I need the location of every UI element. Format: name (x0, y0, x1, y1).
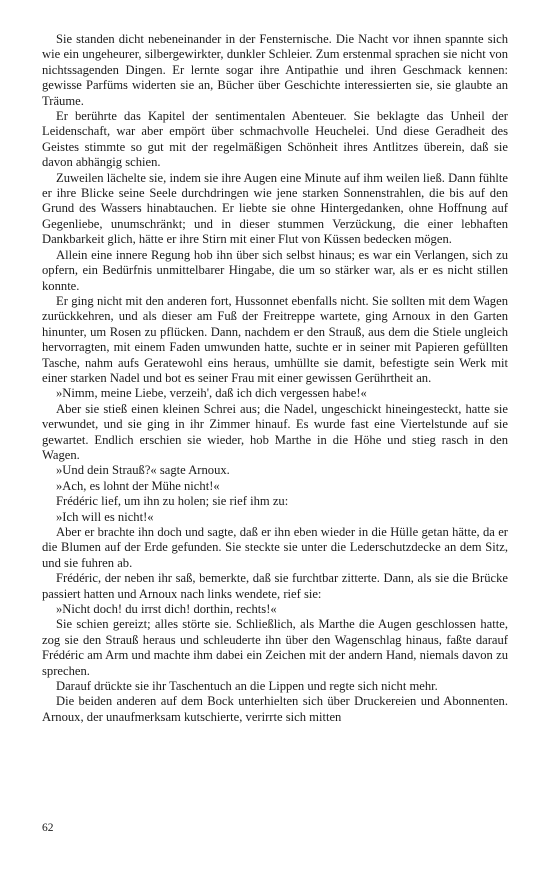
paragraph: Frédéric, der neben ihr saß, bemerkte, daß sie furchtbar zitterte. Dann, als sie die Brücke passiert hatten und Arnoux nach links wendete, rief sie: (42, 571, 508, 601)
paragraph: »Ich will es nicht!« (56, 509, 154, 524)
paragraph: »Nimm, meine Liebe, verzeih', daß ich dich vergessen habe!« (56, 386, 367, 401)
paragraph: Sie schien gereizt; alles störte sie. Schließlich, als Marthe die Augen geschlossen hatte, zog sie den Strauß heraus und schleuderte ihn über den Wagenschlag hinaus, faßte darauf Frédéric am Arm und machte ihm dabei ein Zeichen mit der andern Hand, niemals davon zu sprechen. (42, 617, 508, 678)
paragraph: Sie standen dicht nebeneinander in der Fensternische. Die Nacht vor ihnen spannte sich wie ein ungeheurer, silbergewirkter, dunkler Schleier. Zum erstenmal sprachen sie nicht von nichtssagenden Dingen. Er lernte sogar ihre Antipathie und ihren Geschmack kennen: gewisse Parfüms widerten sie an, Bücher über Geschichte interessierten sie, sie glaubte an Träume. (42, 32, 508, 108)
paragraph: Allein eine innere Regung hob ihn über sich selbst hinaus; es war ein Verlangen, sich zu opfern, ein Bedürfnis unmittelbarer Hingabe, die um so stärker war, als er es nicht stillen konnte. (42, 247, 508, 293)
paragraph-continued: Die beiden anderen auf dem Bock unterhielten sich über Druckereien und Abonnenten. Arnoux, der unaufmerksam kutschierte, verirrte sich mitten (42, 694, 508, 724)
paragraph: »Und dein Strauß?« sagte Arnoux. (56, 463, 230, 478)
paragraph: Zuweilen lächelte sie, indem sie ihre Augen eine Minute auf ihm weilen ließ. Dann fühlte er ihre Blicke seine Seele durchdringen wie jene starken Sonnenstrahlen, die bis auf den Grund des Wassers hinabtauchen. Er liebte sie ohne Hintergedanken, ohne Hoffnung auf Gegenliebe, unumschränkt; und in dieser stummen Verzückung, die einer lebhaften Dankbarkeit glich, hätte er ihre Stirn mit einer Flut von Küssen bedecken mögen. (42, 170, 508, 247)
book-page-text (42, 32, 508, 725)
paragraph: »Ach, es lohnt der Mühe nicht!« (56, 478, 220, 493)
paragraph: Aber sie stieß einen kleinen Schrei aus; die Nadel, ungeschickt hineingesteckt, hatte sie verwundet, und sie ging in ihr Zimmer hinauf. Es wurde fast eine Viertelstunde auf sie gewartet. Endlich erschien sie wieder, hob Marthe in die Höhe und stieg rasch in den Wagen. (42, 401, 508, 462)
paragraph: Er berührte das Kapitel der sentimentalen Abenteuer. Sie beklagte das Unheil der Leidenschaft, war aber empört über schmachvolle Heuchelei. Und diese Geradheit des Geistes stimmte so gut mit der regelmäßigen Schönheit ihres Antlitzes überein, daß sie davon abhängig schien. (42, 109, 508, 170)
paragraph: »Nicht doch! du irrst dich! dorthin, rechts!« (56, 602, 277, 617)
page-number: 62 (42, 822, 54, 834)
paragraph: Aber er brachte ihn doch und sagte, daß er ihn eben wieder in die Hülle getan hätte, da er die Blumen auf der Erde gefunden. Sie steckte sie unter die Lederschutzdecke an dem Sitz, und sie fuhren ab. (42, 525, 508, 570)
paragraph: Frédéric lief, um ihn zu holen; sie rief ihm zu: (56, 494, 289, 509)
paragraph: Er ging nicht mit den anderen fort, Hussonnet ebenfalls nicht. Sie sollten mit dem Wagen zurückkehren, und als dieser am Fuß der Freitreppe wartete, ging Arnoux in den Garten hinunter, um Rosen zu pflücken. Dann, nachdem er den Strauß, aus dem die Stiele ungleich hervorragten, mit einem Faden umwunden hatte, suchte er in seiner mit Papieren gefüllten Tasche, nahm aufs Geratewohl eins heraus, umhüllte sie damit, befestigte sein Werk mit einer starken Nadel und bot es seiner Frau mit einer gewissen Gerührtheit an. (42, 293, 508, 385)
paragraph: Darauf drückte sie ihr Taschentuch an die Lippen und regte sich nicht mehr. (56, 679, 438, 694)
